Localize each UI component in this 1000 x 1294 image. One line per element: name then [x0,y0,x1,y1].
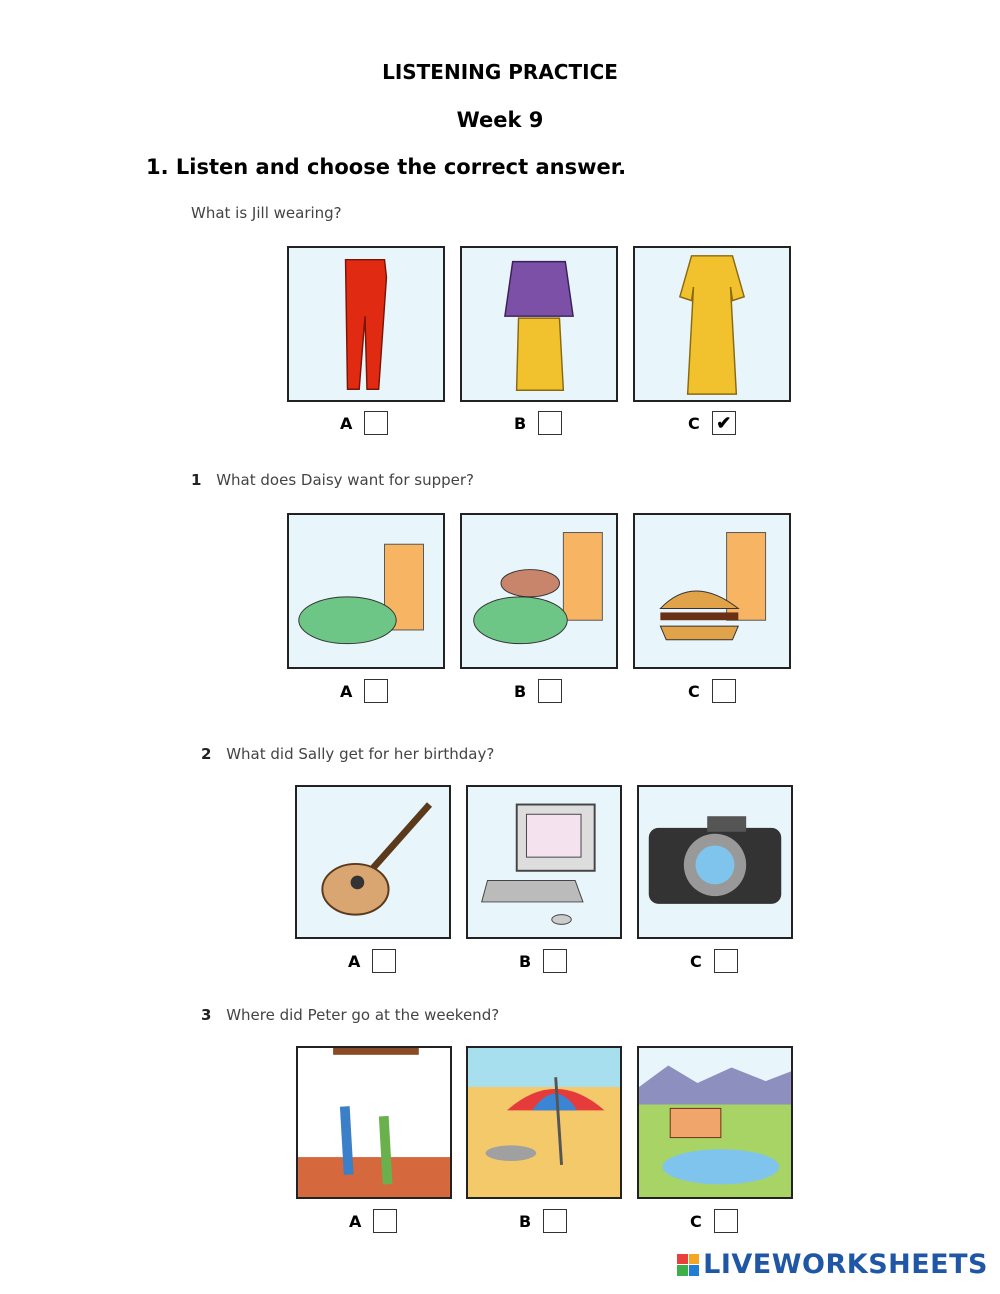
question-text: What did Sally get for her birthday? [226,745,495,763]
answer-checkbox[interactable] [712,679,736,703]
answer-checkbox[interactable] [543,1209,567,1233]
task-instruction: 1. Listen and choose the correct answer. [146,155,627,179]
picture-spaghetti-and-juice-with-straw [287,513,445,669]
option-a [340,679,388,703]
picture-camera [637,785,793,939]
option-a [340,411,388,435]
answer-checkbox[interactable] [714,949,738,973]
picture-computer [466,785,622,939]
question-text: What does Daisy want for supper? [216,471,475,489]
liveworksheets-brand[interactable] [677,1249,988,1280]
option-label: B [519,1211,532,1231]
answer-checkbox-checked[interactable] [712,411,736,435]
option-label: C [688,413,700,433]
answer-checkbox[interactable] [364,679,388,703]
option-a [348,949,396,973]
option-label: A [340,413,353,433]
question-number: 3 [201,1006,212,1024]
option-label: B [519,951,532,971]
option-label: B [514,413,527,433]
option-a [349,1209,397,1233]
option-b [519,1209,567,1233]
question-number: 2 [201,745,212,763]
picture-guitar [295,785,451,939]
week-label: Week 9 [456,108,544,132]
picture-basketball-gym [296,1046,452,1199]
question-text: What is Jill wearing? [191,204,342,222]
option-b [514,679,562,703]
question-2 [201,745,494,763]
option-c [690,1209,738,1233]
answer-checkbox[interactable] [538,411,562,435]
answer-checkbox[interactable] [543,949,567,973]
option-label: A [349,1211,362,1231]
picture-jacket-and-skirt [460,246,618,402]
picture-beach [466,1046,622,1199]
option-c [690,949,738,973]
check-mark-icon: ✔ [716,413,732,433]
option-b [514,411,562,435]
picture-burger-and-juice [633,513,791,669]
picture-spaghetti-bread-and-juice [460,513,618,669]
liveworksheets-logo-icon [677,1254,699,1276]
picture-red-trousers [287,246,445,402]
option-c [688,411,736,435]
example-question [191,204,342,222]
option-label: C [688,681,700,701]
question-number: 1 [191,471,202,489]
question-3 [201,1006,499,1024]
answer-checkbox[interactable] [373,1209,397,1233]
picture-countryside-house [637,1046,793,1199]
brand-name: LIVEWORKSHEETS [703,1249,988,1280]
answer-checkbox[interactable] [538,679,562,703]
worksheet-title: LISTENING PRACTICE [382,60,618,84]
answer-checkbox[interactable] [372,949,396,973]
option-label: A [348,951,361,971]
option-label: A [340,681,353,701]
picture-yellow-dress [633,246,791,402]
option-b [519,949,567,973]
option-label: C [690,951,702,971]
option-label: C [690,1211,702,1231]
option-c [688,679,736,703]
question-text: Where did Peter go at the weekend? [226,1006,500,1024]
option-label: B [514,681,527,701]
answer-checkbox[interactable] [364,411,388,435]
question-1 [191,471,474,489]
answer-checkbox[interactable] [714,1209,738,1233]
